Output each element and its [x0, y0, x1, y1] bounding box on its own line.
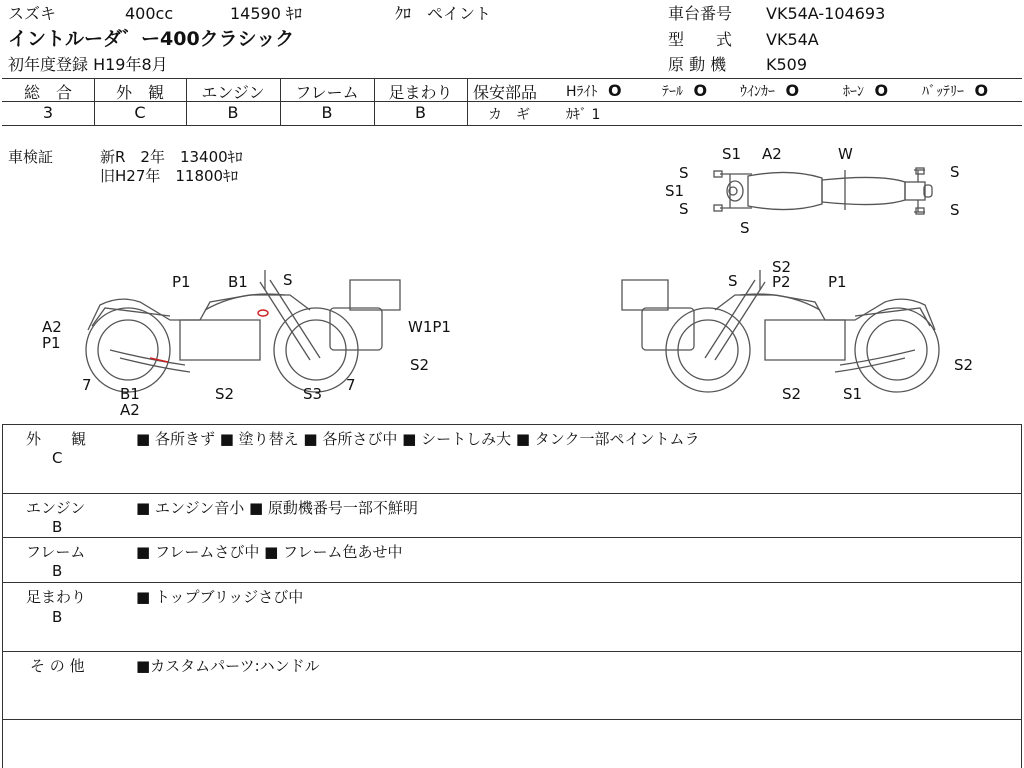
section-suspension-label: 足まわり [26, 588, 87, 606]
grade-divider [467, 78, 468, 125]
mark-left-b1: B1 [228, 273, 248, 291]
grade-frame-value: B [321, 103, 333, 122]
section-frame-grade: B [52, 562, 63, 580]
inspection-old: 旧H27年 11800ｷﾛ [100, 167, 239, 185]
mark-top-s1-left: S1 [665, 182, 685, 200]
mark-left-a2: A2 [42, 318, 62, 336]
mark-left-s2: S2 [410, 356, 430, 374]
grade-table-bottom-border [2, 125, 1022, 126]
model-code-label: 型 式 [668, 30, 733, 49]
safety-headlight [566, 81, 622, 101]
section-exterior-grade: C [52, 449, 63, 467]
model-name: イントルーダ゛ー400クラシック [8, 28, 295, 50]
safety-winker-status: O [785, 81, 800, 100]
mark-right-s2: S2 [954, 356, 974, 374]
mark-top-s: S [950, 163, 960, 181]
mark-left-p1: P1 [172, 273, 191, 291]
safety-horn-status: O [874, 81, 889, 100]
section-frame-text: ■ フレームさび中 ■ フレーム色あせ中 [136, 543, 403, 561]
sheet-right-border [1021, 424, 1022, 768]
mark-right-s: S [728, 272, 738, 290]
mark-right-s2-top: S2 [772, 258, 792, 276]
mark-right-p1: P1 [828, 273, 847, 291]
mark-top-s1: S1 [722, 145, 742, 163]
section-other-text: ■カスタムパーツ:ハンドル [136, 657, 320, 675]
safety-headlight-status: O [607, 81, 622, 100]
mark-right-s2-2: S2 [782, 385, 802, 403]
grade-table-top-border [2, 78, 1022, 79]
safety-battery-name: ﾊﾞｯﾃﾘｰ [922, 84, 964, 100]
inspection-new: 新R 2年 13400ｷﾛ [100, 148, 243, 166]
maker: スズキ [8, 4, 57, 23]
mark-left-b1-2: B1 [120, 385, 140, 403]
engine-value: K509 [766, 55, 808, 74]
frame-number-label: 車台番号 [668, 4, 733, 23]
grade-overall-label: 総 合 [23, 83, 72, 102]
mark-top-s: S [679, 164, 689, 182]
mark-left-7-2: 7 [346, 376, 356, 394]
grade-overall-value: 3 [42, 103, 54, 122]
section-other-label: そ の 他 [30, 657, 85, 675]
section-engine-grade: B [52, 518, 63, 536]
grade-suspension-value: B [415, 103, 426, 122]
section-engine-label: エンジン [26, 499, 86, 517]
key-label: カ ギ [488, 107, 530, 123]
section-divider [2, 582, 1022, 583]
safety-taillight-status: O [693, 81, 708, 100]
grade-frame-label: フレーム [295, 83, 359, 102]
bike-top-view [714, 168, 932, 214]
engine-label: 原 動 機 [668, 55, 727, 74]
mark-top-a2: A2 [762, 145, 782, 163]
safety-battery-status: O [974, 81, 989, 100]
displacement: 400cc [125, 4, 174, 23]
mark-left-w1p1: W1P1 [408, 318, 451, 336]
safety-battery [922, 81, 988, 101]
mark-left-s2-2: S2 [215, 385, 235, 403]
mark-top-s: S [950, 201, 960, 219]
damage-mark [258, 310, 268, 316]
safety-horn-name: ﾎｰﾝ [843, 84, 864, 100]
mark-top-w: W [838, 145, 853, 163]
model-code-value: VK54A [766, 30, 819, 49]
key-value: ｶｷﾞ 1 [566, 107, 601, 123]
mark-top-s: S [679, 200, 689, 218]
sections-top-border [2, 424, 1022, 425]
frame-number-value: VK54A-104693 [766, 4, 886, 23]
section-suspension-grade: B [52, 608, 63, 626]
safety-headlight-name: Hﾗｲﾄ [566, 84, 598, 100]
mark-left-s3: S3 [303, 385, 323, 403]
mark-left-a2-2: A2 [120, 401, 140, 419]
mark-left-7: 7 [82, 376, 92, 394]
grade-engine-value: B [227, 103, 239, 122]
grade-exterior-value: C [134, 103, 146, 122]
mark-left-p1-2: P1 [42, 334, 61, 352]
first-registration: 初年度登録 H19年8月 [8, 55, 168, 74]
safety-taillight-name: ﾃｰﾙ [662, 84, 683, 100]
mark-left-s: S [283, 271, 293, 289]
safety-taillight [662, 81, 707, 101]
safety-horn [843, 81, 888, 101]
section-divider [2, 537, 1022, 538]
section-suspension-text: ■ トップブリッジさび中 [136, 588, 304, 606]
section-exterior-text: ■ 各所きず ■ 塗り替え ■ 各所さび中 ■ シートしみ大 ■ タンク一部ペイントムラ [136, 430, 700, 448]
mark-top-s: S [740, 219, 750, 237]
bike-diagram [0, 130, 1024, 425]
safety-mid-border [467, 101, 1022, 102]
section-frame-label: フレーム [26, 543, 86, 561]
mark-right-s1: S1 [843, 385, 863, 403]
mileage: 14590 ｷﾛ [230, 4, 302, 23]
inspection-label: 車検証 [8, 148, 54, 166]
safety-winker-name: ｳｲﾝｶｰ [740, 84, 775, 100]
section-divider [2, 493, 1022, 494]
section-divider [2, 651, 1022, 652]
grade-exterior-label: 外 観 [115, 83, 164, 102]
color: ｸﾛ ペイント [395, 4, 492, 23]
mark-right-p2: P2 [772, 273, 791, 291]
section-exterior-label: 外 観 [26, 430, 87, 448]
safety-winker [740, 81, 799, 101]
section-engine-text: ■ エンジン音小 ■ 原動機番号一部不鮮明 [136, 499, 418, 517]
section-bottom-border [2, 719, 1022, 720]
grade-suspension-label: 足まわり [388, 83, 453, 102]
grade-engine-label: エンジン [201, 83, 265, 102]
safety-label: 保安部品 [473, 83, 538, 102]
sheet-left-border [2, 424, 3, 768]
